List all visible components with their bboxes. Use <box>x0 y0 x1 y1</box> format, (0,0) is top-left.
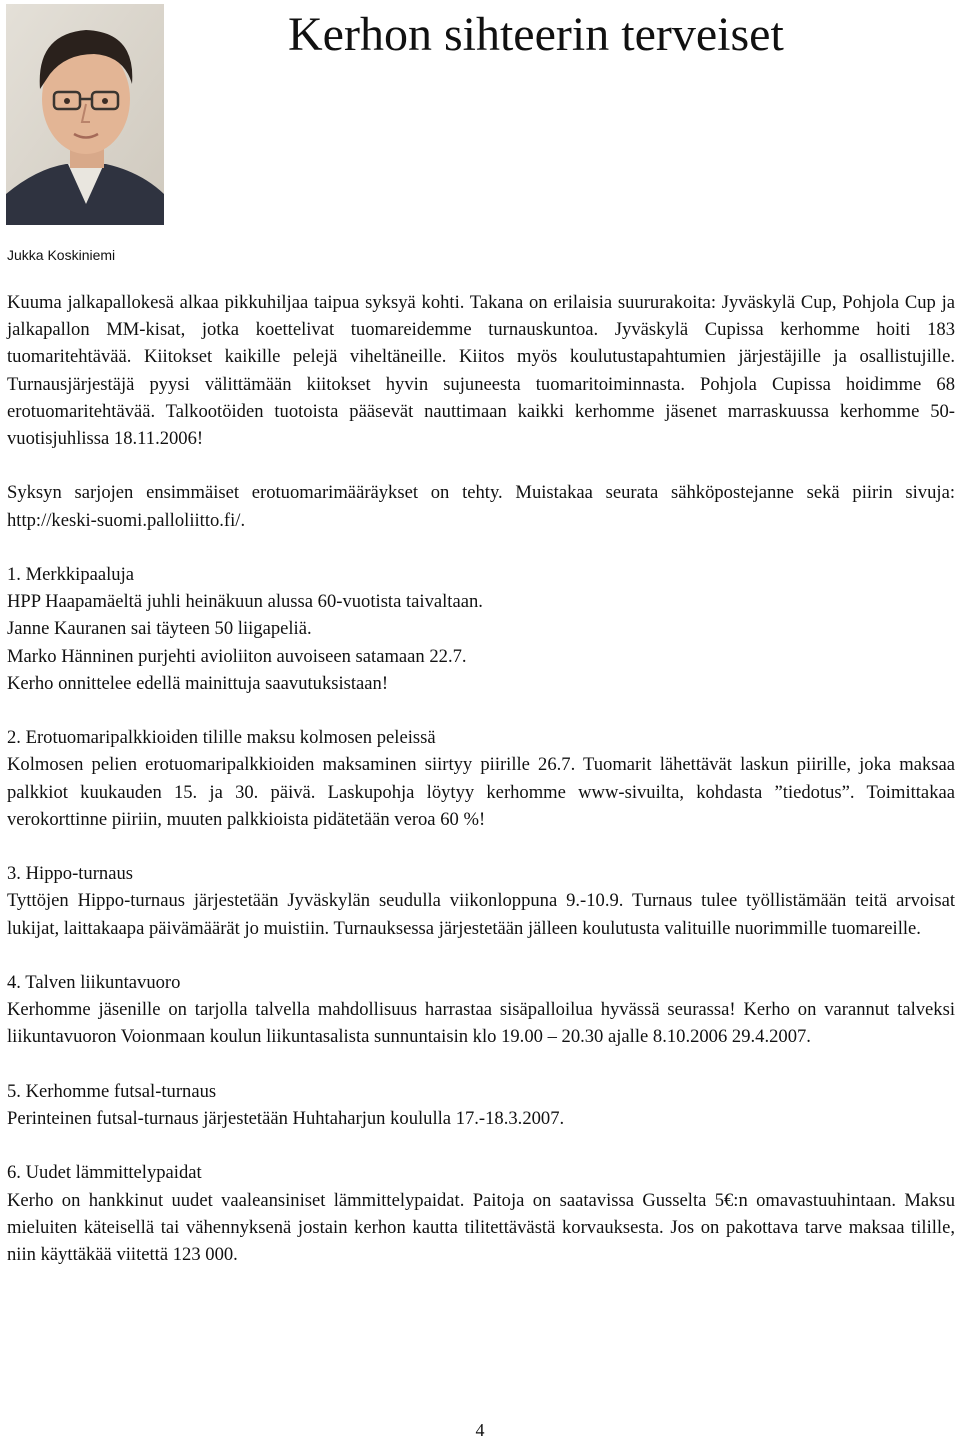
section-text: Kerho on hankkinut uudet vaaleansiniset lämmittelypaidat. Paitoja on saatavissa Gusselta 5€:n omavastuuhintaan. Maksu mieluiten käteisellä tai vähennyksenä jostain kerhon kautta tilitettävästä korvauksesta. Jos on pakottava tarve maksaa tilille, niin käyttäkää viitettä 123 000. <box>7 1189 955 1265</box>
section-1 <box>7 561 955 697</box>
section-2 <box>7 724 955 833</box>
section-heading: 3. Hippo-turnaus <box>7 863 134 885</box>
section-4 <box>7 969 955 1051</box>
intro-paragraph-2: Syksyn sarjojen ensimmäiset erotuomarimääräykset on tehty. Muistakaa seurata sähköpostejanne sekä piirin sivuja: http://keski-suomi.palloliitto.fi/. <box>7 482 955 531</box>
page-number: 4 <box>475 1420 485 1440</box>
author-photo <box>6 4 164 225</box>
photo-caption: Jukka Koskiniemi <box>7 247 116 263</box>
milestone-line: HPP Haapamäeltä juhli heinäkuun alussa 60-vuotista taivaltaan. <box>7 591 483 613</box>
section-text: Kerhomme jäsenille on tarjolla talvella mahdollisuus harrastaa sisäpalloilua hyvässä seurassa! Kerho on varannut talveksi liikuntavuoron Voionmaan koulun liikuntasalista sunnuntaisin klo 19.00 – 20.30 ajalle 8.10.2006 29.4.2007. <box>7 999 955 1048</box>
section-heading: 6. Uudet lämmittelypaidat <box>7 1162 202 1184</box>
section-5 <box>7 1078 955 1132</box>
intro-paragraph-1: Kuuma jalkapallokesä alkaa pikkuhiljaa taipua syksyä kohti. Takana on erilaisia suururakoita: Jyväskylä Cup, Pohjola Cup ja jalkapallon MM-kisat, jotka koettelivat tuomareidemme turnauskuntoa. Jyväskylä Cupissa kerhomme hoiti 183 tuomaritehtävää. Kiitokset kaikille pelejä viheltäneille. Kiitos myös koulutustapahtumien järjestäjille ja osallistujille. Turnausjärjestäjä pyysi välittämään kiitokset hyvin sujuneesta tuomaritoiminnasta. Pohjola Cupissa hoidimme 68 erotuomaritehtävää. Talkootöiden tuotoista pääsevät nauttimaan kaikki kerhomme jäsenet marraskuussa kerhomme 50-vuotisjuhlissa 18.11.2006! <box>7 292 955 450</box>
page-title: Kerhon sihteerin terveiset <box>288 8 784 61</box>
section-3 <box>7 860 955 942</box>
section-heading: 2. Erotuomaripalkkioiden tilille maksu kolmosen peleissä <box>7 727 436 749</box>
milestone-line: Kerho onnittelee edellä mainittuja saavutuksistaan! <box>7 672 389 694</box>
section-heading: 1. Merkkipaaluja <box>7 564 135 585</box>
section-heading: 5. Kerhomme futsal-turnaus <box>7 1080 217 1102</box>
milestone-line: Janne Kauranen sai täyteen 50 liigapeliä. <box>7 618 312 640</box>
milestone-line: Marko Hänninen purjehti avioliiton auvoiseen satamaan 22.7. <box>7 645 467 667</box>
section-6 <box>7 1159 955 1268</box>
section-text: Tyttöjen Hippo-turnaus järjestetään Jyväskylän seudulla viikonloppuna 9.-10.9. Turnaus tulee työllistämään teitä arvoisat lukijat, laittakaapa päivämäärät jo muistiin. Turnauksessa järjestetään jälleen koulutusta valituille nuorimmille tuomareille. <box>7 890 955 939</box>
section-text: Kolmosen pelien erotuomaripalkkioiden maksaminen siirtyy piirille 26.7. Tuomarit lähettävät laskun piirille, joka maksaa palkkiot kuukauden 15. ja 30. päivä. Laskupohja löytyy kerhomme www-sivuilta, kohdasta ”tiedotus”. Toimittakaa verokorttinne piiriin, muuten palkkioista pidätetään veroa 60 %! <box>7 754 955 830</box>
article-body <box>7 289 955 1295</box>
section-text: Perinteinen futsal-turnaus järjestetään Huhtaharjun koululla 17.-18.3.2007. <box>7 1108 565 1129</box>
portrait-image <box>6 4 164 225</box>
section-heading: 4. Talven liikuntavuoro <box>7 972 181 993</box>
